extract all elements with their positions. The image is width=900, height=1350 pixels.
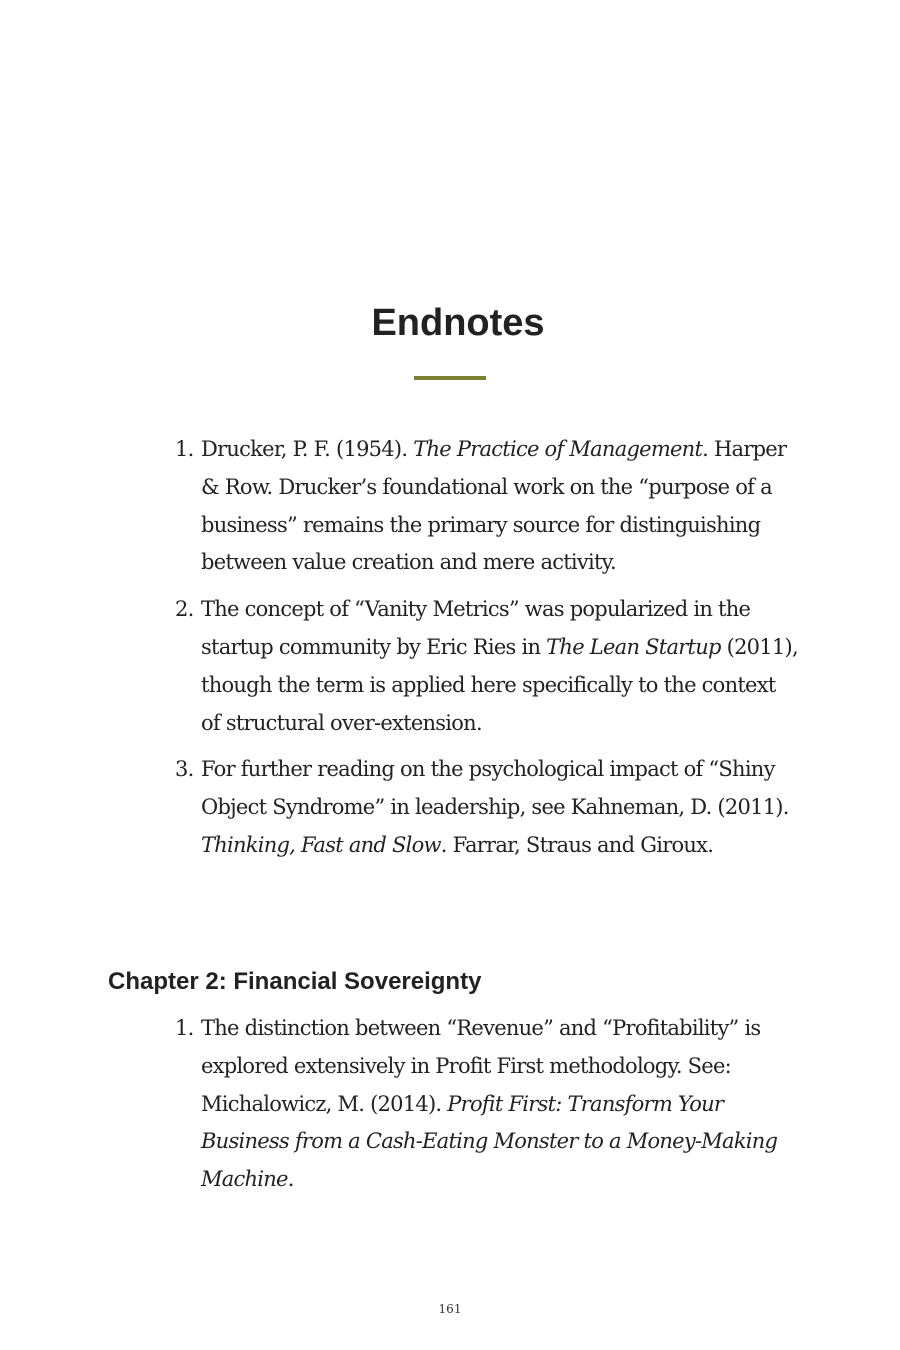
endnote-text: Drucker, P. F. (1954). <box>201 437 414 461</box>
endnote-text: For further reading on the psychological impact of “Shiny Object Syndrome” in leadership, see Kahneman, D. (2011). <box>201 757 789 820</box>
endnote-book-title: Thinking, Fast and Slow <box>201 832 441 857</box>
page-number: 161 <box>438 1302 462 1316</box>
endnote-text: . <box>287 1167 294 1192</box>
endnote-item <box>175 1010 800 1199</box>
endnote-book-title: Profit First: Transform Your Business from a Cash-Eating Monster to a Money-Making Machine <box>201 1091 778 1192</box>
endnote-number: 3. <box>175 757 194 782</box>
endnote-text: . Harper & Row. Drucker’s foundational work on the “purpose of a business” remains the primary source for distinguishing between value creation and mere activity. <box>201 437 787 575</box>
page-title: Endnotes <box>371 302 545 344</box>
endnote-number: 1. <box>175 437 194 461</box>
endnotes-list <box>175 431 800 874</box>
endnote-book-title: The Lean Startup <box>546 634 721 659</box>
endnote-number: 1. <box>175 1016 194 1040</box>
endnote-item <box>175 591 800 742</box>
endnote-text: The concept of “Vanity Metrics” was popularized in the startup community by Eric Ries in <box>201 597 751 659</box>
endnote-book-title: The Practice of Management <box>413 437 703 461</box>
endnote-item <box>175 431 800 582</box>
endnote-text: . Farrar, Straus and Giroux. <box>440 832 714 857</box>
chapter-endnotes-list <box>175 1010 800 1208</box>
endnote-text: (2011), though the term is applied here specifically to the context of structural over-extension. <box>201 634 798 735</box>
endnote-number: 2. <box>175 597 194 622</box>
chapter-heading: Chapter 2: Financial Sovereignty <box>108 968 482 995</box>
title-divider <box>414 376 486 380</box>
endnote-item <box>175 751 800 864</box>
endnote-text: The distinction between “Revenue” and “Profitability” is explored extensively in Profit First methodology. See: Michalowicz, M. (2014). <box>201 1016 761 1116</box>
